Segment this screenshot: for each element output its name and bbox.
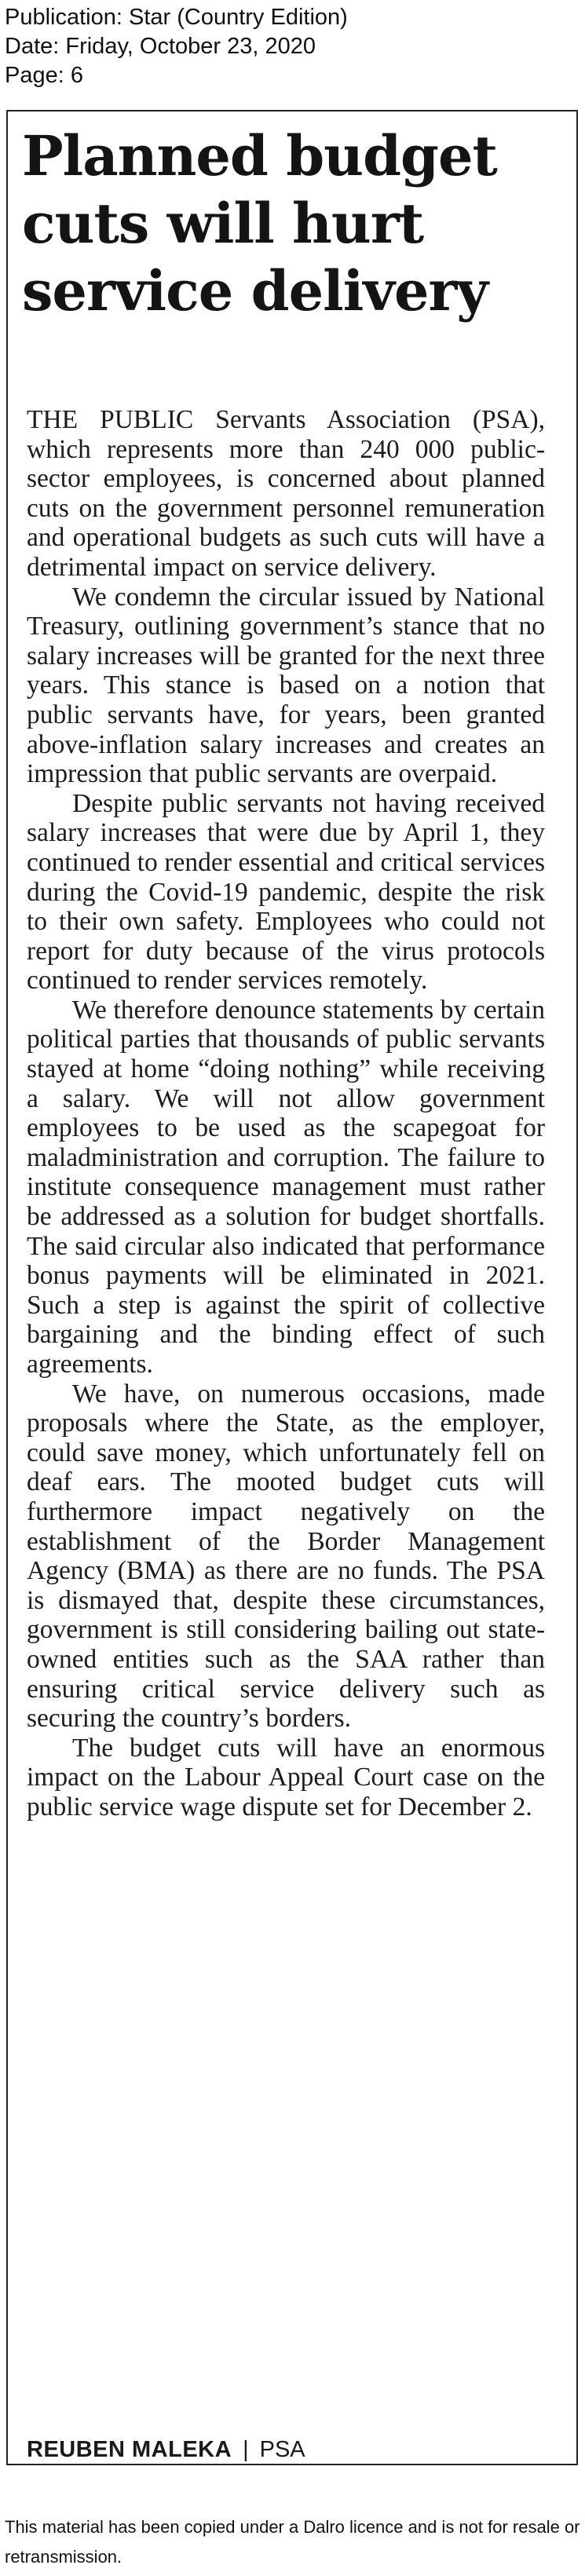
publication-label: Publication: Star (Country Edition)	[5, 5, 348, 30]
headline-line: cuts will hurt	[22, 191, 424, 256]
article-paragraph: We have, on numerous occasions, made proposals where the State, as the employer, could save money, which unfortunately fell on deaf ears. The mooted budget cuts will furthermore impact negatively on the establishment of the Border Management Agency (BMA) as there are no funds. The PSA is dismayed that, despite these circumstances, government is still considering bailing out state-owned entities such as the SAA rather than ensuring critical service delivery such as securing the country’s borders.	[27, 1379, 545, 1734]
copyright-notice: This material has been copied under a Dalro licence and is not for resale or retransmission.	[5, 2517, 580, 2567]
headline	[22, 122, 564, 325]
date-label: Date: Friday, October 23, 2020	[5, 34, 316, 59]
headline-line: service delivery	[22, 258, 488, 323]
author-organisation: PSA	[259, 2437, 305, 2462]
article-paragraph: THE PUBLIC Servants Association (PSA), which represents more than 240 000 public-sector employees, is concerned about planned cuts on the government personnel remuneration and operational budgets as such cuts will have a detrimental impact on service delivery.	[27, 405, 545, 582]
author-name: REUBEN MALEKA	[27, 2437, 232, 2462]
article-paragraph: Despite public servants not having received salary increases that were due by April 1, they continued to render essential and critical services during the Covid-19 pandemic, despite the risk to their own safety. Employees who could not report for duty because of the virus protocols continued to render services remotely.	[27, 788, 545, 996]
clipping-metadata	[5, 3, 348, 90]
article-paragraph: The budget cuts will have an enormous impact on the Labour Appeal Court case on the public service wage dispute set for December 2.	[27, 1733, 545, 1821]
article-paragraph: We condemn the circular issued by National Treasury, outlining government’s stance that no salary increases will be granted for the next three years. This stance is based on a notion that public servants have, for years, been granted above-inflation salary increases and creates an impression that public servants are overpaid.	[27, 582, 545, 789]
article-body	[27, 405, 545, 1822]
page-label: Page: 6	[5, 63, 83, 88]
byline-separator: |	[243, 2437, 249, 2462]
byline	[27, 2435, 305, 2464]
headline-line: Planned budget	[22, 123, 497, 188]
article-paragraph: We therefore denounce statements by certain political parties that thousands of public servants stayed at home “doing nothing” while receiving a salary. We will not allow government employees to be used as the scapegoat for maladministration and corruption. The failure to institute consequence management must rather be addressed as a solution for budget shortfalls. The said circular also indicated that performance bonus payments will be eliminated in 2021. Such a step is against the spirit of collective bargaining and the binding effect of such agreements.	[27, 995, 545, 1379]
